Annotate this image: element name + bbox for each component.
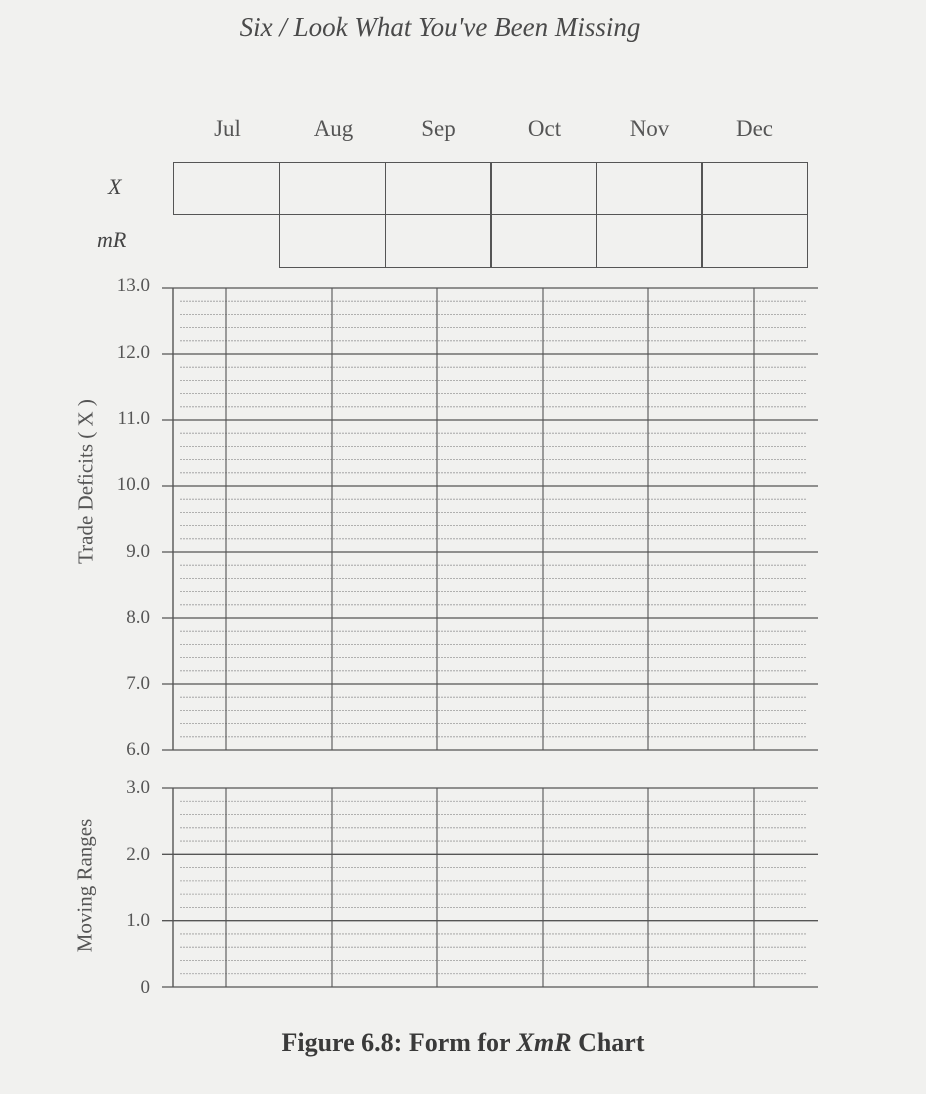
month-label-jul: Jul (214, 116, 241, 141)
caption-suffix: Chart (571, 1028, 645, 1057)
mr-chart-tick-1: 1.0 (126, 910, 150, 931)
x-chart-tick-8: 8.0 (126, 607, 150, 628)
caption-prefix: Figure 6.8: Form for (281, 1028, 517, 1057)
mr-chart-tick-3: 3.0 (126, 777, 150, 798)
month-label-sep: Sep (421, 116, 456, 141)
month-label-nov: Nov (629, 116, 670, 141)
mr-row-label: mR (97, 227, 127, 252)
running-head: Six / Look What You've Been Missing (239, 12, 641, 42)
x-chart-ylabel: Trade Deficits ( X ) (73, 399, 98, 564)
caption-emph: XmR (516, 1028, 572, 1057)
mr-chart-tick-0: 0 (140, 977, 150, 998)
mr-chart-ylabel: Moving Ranges (72, 818, 97, 953)
x-chart-tick-12: 12.0 (116, 342, 150, 363)
month-label-oct: Oct (527, 116, 562, 141)
x-chart-tick-6: 6.0 (126, 739, 150, 760)
x-chart-tick-13: 13.0 (116, 275, 150, 296)
mr-chart-tick-2: 2.0 (126, 844, 150, 865)
figure-caption (0, 1028, 926, 1058)
x-chart-tick-7: 7.0 (126, 673, 150, 694)
month-label-dec: Dec (735, 116, 774, 141)
x-chart-tick-9: 9.0 (126, 541, 150, 562)
x-chart-tick-11: 11.0 (117, 408, 150, 429)
x-chart-tick-10: 10.0 (116, 474, 150, 495)
x-row-label: X (108, 174, 122, 199)
month-label-aug: Aug (313, 116, 354, 141)
